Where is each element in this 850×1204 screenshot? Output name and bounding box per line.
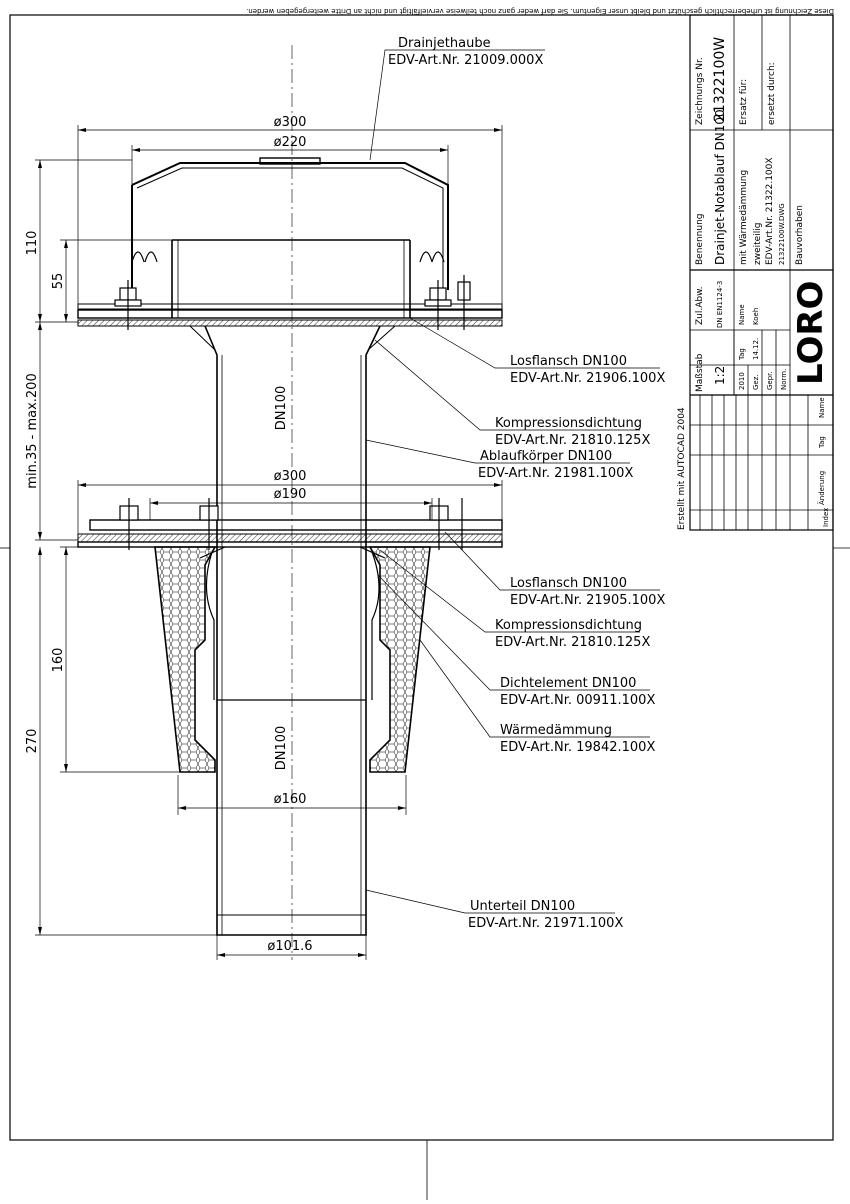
dim-dn100-lower: DN100 <box>274 725 289 771</box>
part-art-nr: EDV-Art.Nr. 21810.125X <box>495 635 651 650</box>
benennung-label: Benennung <box>695 213 705 265</box>
gez-label: Gez. <box>752 374 760 390</box>
title-block <box>677 15 833 530</box>
dim-d220: ø220 <box>273 135 307 150</box>
dim-h160: 160 <box>51 647 66 673</box>
part-label <box>388 36 543 68</box>
tag-label: Tag <box>738 348 746 360</box>
dim-h270: 270 <box>25 728 40 754</box>
part-art-nr: EDV-Art.Nr. 19842.100X <box>500 740 656 755</box>
part-art-nr: EDV-Art.Nr. 21905.100X <box>510 593 666 608</box>
ersetzt-label: ersetzt durch: <box>767 62 777 125</box>
norm-label: Norm. <box>780 368 788 390</box>
desc-line4: 21322100W.DWG <box>778 203 786 265</box>
part-label <box>468 899 623 931</box>
part-art-nr: EDV-Art.Nr. 21009.000X <box>388 53 544 68</box>
dim-range: min.35 - max.200 <box>25 373 40 489</box>
part-label <box>495 618 650 650</box>
part-label <box>478 449 633 481</box>
part-label <box>510 576 665 608</box>
part-name: Unterteil DN100 <box>470 899 576 914</box>
benennung: Drainjet-Notablauf DN100 <box>713 109 727 265</box>
part-name: Dichtelement DN100 <box>500 676 637 691</box>
part-labels <box>388 36 665 931</box>
dim-d190: ø190 <box>273 487 307 502</box>
part-art-nr: EDV-Art.Nr. 21981.100X <box>478 466 634 481</box>
part-label <box>500 723 655 755</box>
ersatz-label: Ersatz für: <box>739 78 749 125</box>
norm: DN EN1124-3 <box>716 280 724 328</box>
seal-element <box>200 547 385 700</box>
zeichnungs-nr: 21322100W <box>712 36 728 122</box>
drain-body-upper <box>78 240 502 935</box>
desc-line3: EDV-Art.Nr. 21322.100X <box>765 157 775 265</box>
gez-name: Koeh <box>752 307 760 325</box>
copyright-notice: Diese Zeichnung ist urheberrechtlich geschützt und bleibt unser Eigentum. Sie darf weder ganz noch teilweise vervielfältigt und nicht an Dritte weitergegeben werden. <box>246 7 834 15</box>
part-label <box>500 676 655 708</box>
part-name: Ablaufkörper DN100 <box>480 449 613 464</box>
dim-d300-top: ø300 <box>273 115 307 130</box>
loro-logo: LORO <box>791 280 831 385</box>
part-name: Kompressionsdichtung <box>495 618 643 633</box>
zeichnungs-label: Zeichnungs Nr. <box>695 57 705 125</box>
part-name: Kompressionsdichtung <box>495 416 643 431</box>
dim-d160: ø160 <box>273 792 307 807</box>
part-art-nr: EDV-Art.Nr. 00911.100X <box>500 693 656 708</box>
dim-h110: 110 <box>25 230 40 256</box>
part-name: Losflansch DN100 <box>510 354 627 369</box>
part-name: Drainjethaube <box>398 36 491 51</box>
part-name: Wärmedämmung <box>500 723 613 738</box>
dim-h55: 55 <box>51 272 66 290</box>
desc-line2: zweiteilig <box>753 222 763 265</box>
erstellt-note: Erstellt mit AUTOCAD 2004 <box>677 407 687 530</box>
rev-name: Name <box>818 397 826 418</box>
leader-lines <box>366 50 660 913</box>
rev-aenderung: Änderung <box>818 470 826 505</box>
massstab-label: Maßstab <box>695 353 705 392</box>
rev-tag: Tag <box>818 436 826 448</box>
desc-line1: mit Wärmedämmung <box>739 169 749 265</box>
massstab: 1:2 <box>713 365 727 385</box>
drainjet-hood <box>132 158 448 290</box>
part-label <box>510 354 665 386</box>
bauvorhaben-label: Bauvorhaben <box>795 205 805 265</box>
rev-index: Index <box>822 507 830 527</box>
dim-d300-mid: ø300 <box>273 469 307 484</box>
name-label: Name <box>738 304 746 325</box>
gepr-label: Gepr. <box>766 371 774 390</box>
dim-d101: ø101.6 <box>267 939 313 954</box>
part-art-nr: EDV-Art.Nr. 21906.100X <box>510 371 666 386</box>
year: 2010 <box>738 372 746 390</box>
zul-label: Zul.Abw. <box>695 286 705 325</box>
part-art-nr: EDV-Art.Nr. 21810.125X <box>495 433 651 448</box>
part-label <box>495 416 650 448</box>
part-name: Losflansch DN100 <box>510 576 627 591</box>
gez-tag: 14.12. <box>752 337 760 360</box>
part-art-nr: EDV-Art.Nr. 21971.100X <box>468 916 624 931</box>
dim-dn100-upper: DN100 <box>274 385 289 431</box>
insulation <box>155 547 430 772</box>
